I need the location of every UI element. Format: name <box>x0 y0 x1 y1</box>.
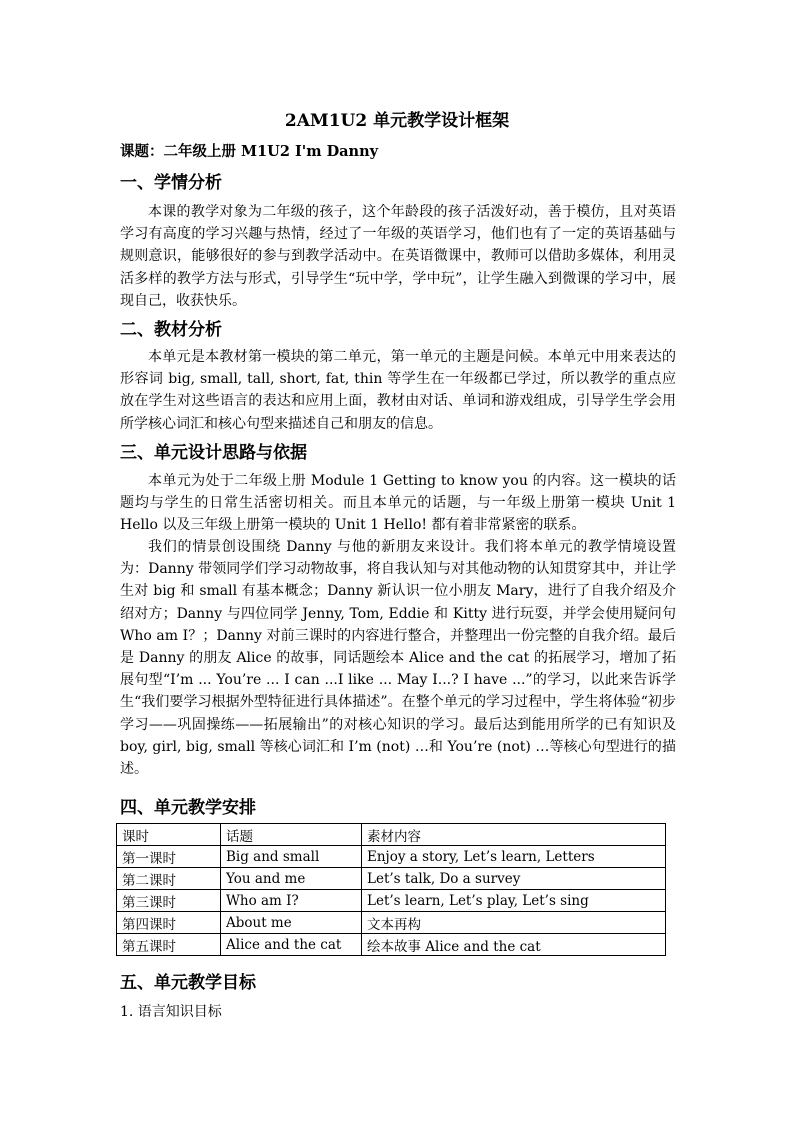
table-cell: 第四课时 <box>117 912 221 934</box>
document-title: 2AM1U2 单元教学设计框架 <box>284 111 510 131</box>
section-heading-textbook-analysis: 二、教材分析 <box>120 320 222 340</box>
table-cell: 第三课时 <box>117 890 221 912</box>
table-header-cell: 话题 <box>221 824 362 846</box>
paragraph-design-rationale-1: 本单元为处于二年级上册 Module 1 Getting to know you 的内容。这一模块的话题均与学生的日常生活密切相关。而且本单元的话题，与一年级上册第一模块 Unit 1 Hello 以及三年级上册第一模块的 Unit 1 Hello! 都有着非常紧密的联系。 <box>120 473 676 534</box>
paragraph-learner-analysis: 本课的教学对象为二年级的孩子，这个年龄段的孩子活泼好动，善于模仿，且对英语学习有高度的学习兴趣与热情，经过了一年级的英语学习，他们也有了一定的英语基础与规则意识，能够很好的参与到教学活动中。在英语微课中，教师可以借助多媒体，利用灵活多样的教学方法与形式，引导学生“玩中学，学中玩”，让学生融入到微课的学习中，展现自己，收获快乐。 <box>120 204 676 309</box>
subject-line: 课题：二年级上册 M1U2 I'm Danny <box>120 143 379 160</box>
section-heading-design-rationale: 三、单元设计思路与依据 <box>120 443 307 463</box>
table-cell: 第一课时 <box>117 846 221 868</box>
table-cell: 第二课时 <box>117 868 221 890</box>
paragraph-design-rationale-2: 我们的情景创设围绕 Danny 与他的新朋友来设计。我们将本单元的教学情境设置为：Danny 带领同学们学习动物故事，将自我认知与对其他动物的认知贯穿其中，并让学生对 big 和 small 有基本概念；Danny 新认识一位小朋友 Mary，进行了自我介绍及介绍对方；Danny 与四位同学 Jenny, Tom, Eddie 和 Kitty 进行玩耍，并学会使用疑问句 Who am I？；Danny 对前三课时的内容进行整合，并整理出一份完整的自我介绍。最后是 Danny 的朋友 Alice 的故事，同话题绘本 Alice and the cat 的拓展学习，增加了拓展句型“I’m ... You’re ... I can ...I like ... May I...? I have ...”的学习，以此来告诉学生“我们要学习根据外型特征进行具体描述”。在整个单元的学习过程中，学生将体验“初步学习——巩固操练——拓展输出”的对核心知识的学习。最后达到能用所学的已有知识及 boy, girl, big, small 等核心词汇和 I’m (not) …和 You’re (not) …等核心句型进行的描述。 <box>120 539 676 778</box>
goal-item-language-knowledge: 1. 语言知识目标 <box>120 1004 222 1020</box>
table-header-cell: 素材内容 <box>362 824 666 846</box>
table-row <box>117 846 666 868</box>
table-row <box>117 912 666 934</box>
schedule-table <box>116 823 666 956</box>
table-header-cell: 课时 <box>117 824 221 846</box>
table-cell: Enjoy a story, Let’s learn, Letters <box>362 846 666 868</box>
table-header-row <box>117 824 666 846</box>
section-heading-teaching-arrangement: 四、单元教学安排 <box>120 798 256 818</box>
table-cell: 第五课时 <box>117 934 221 956</box>
table-cell: Alice and the cat <box>221 934 362 956</box>
table-cell: You and me <box>221 868 362 890</box>
table-row <box>117 868 666 890</box>
table-row <box>117 934 666 956</box>
table-row <box>117 890 666 912</box>
table-cell: Let’s learn, Let’s play, Let’s sing <box>362 890 666 912</box>
section-heading-learner-analysis: 一、学情分析 <box>120 173 222 193</box>
table-cell: Who am I? <box>221 890 362 912</box>
section-heading-teaching-goals: 五、单元教学目标 <box>120 973 256 993</box>
table-cell: Let’s talk, Do a survey <box>362 868 666 890</box>
table-cell: 文本再构 <box>362 912 666 934</box>
table-cell: 绘本故事 Alice and the cat <box>362 934 666 956</box>
paragraph-textbook-analysis: 本单元是本教材第一模块的第二单元，第一单元的主题是问候。本单元中用来表达的形容词 big, small, tall, short, fat, thin 等学生在一年级都已学过，所以教学的重点应放在学生对这些语言的表达和应用上面，教材由对话、单词和游戏组成，引导学生学会用所学核心词汇和核心句型来描述自己和朋友的信息。 <box>120 349 676 432</box>
table-cell: About me <box>221 912 362 934</box>
table-cell: Big and small <box>221 846 362 868</box>
